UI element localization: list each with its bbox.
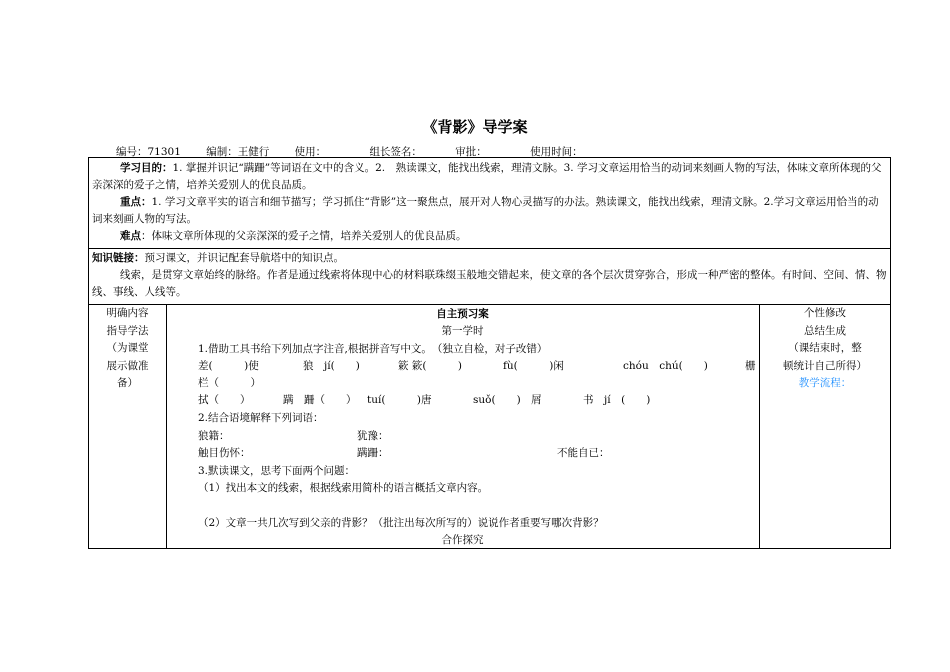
word-item: 犹豫： (357, 430, 389, 442)
period: 第一学时 (441, 325, 484, 337)
pinyin-item: tuí( )唐 (367, 394, 432, 406)
word-item: 不能自已： (557, 447, 610, 459)
col-divider-left (166, 304, 167, 549)
pinyin-item: 栏（ ） (198, 377, 261, 389)
left-line: （为课堂 (106, 342, 149, 354)
key-body: 1. 学习文章平实的语言和细节描写；学习抓住“背影”这一聚焦点，展开对人物心灵描写的办法。熟读课文，能找出线索，理清文脉。2.学习文章运用恰当的动词来刻画人物的写法。 (92, 196, 879, 225)
right-column (760, 305, 890, 393)
pinyin-item: 差( )使 (198, 360, 259, 372)
left-line: 明确内容 (106, 307, 149, 319)
goals-body: 1. 掌握并识记“蹒跚”等词语在文中的含义。2. 熟读课文，能找出线索，理清文脉。3. 学习文章运用恰当的动词来刻画人物的写法，体味文章所体现的父亲深深的爱子之情，培养关爱别人的优良品质。 (92, 162, 882, 191)
pinyin-item: fù( )闲 (503, 360, 564, 372)
use: 使用： (294, 146, 327, 158)
left-line: 指导学法 (106, 324, 149, 337)
left-line: 备） (117, 377, 138, 389)
use-time: 使用时间： (530, 146, 583, 158)
q1: 1.借助工具书给下列加点字注音,根据拼音写中文。 （独立自检，对子改错） (198, 343, 548, 355)
doc-number: 编号：71301 (116, 146, 181, 158)
right-line: 顿统计自己所得） (783, 359, 867, 372)
pinyin-item: 狼 jí( ) (303, 360, 360, 372)
key-label: 重点： (120, 196, 152, 208)
left-line: 展示做准 (106, 359, 149, 372)
goals-text (92, 160, 887, 245)
pinyin-item: suǒ( ) 屑 (473, 394, 542, 406)
pinyin-item: 簌 簌( ) (398, 360, 463, 372)
word-item: 狼籍： (198, 430, 230, 442)
right-line: （课结束时，整 (788, 342, 862, 354)
q3-2: （2）文章一共几次写到父亲的背影？（批注出每次所写的）说说作者重要写哪次背影？ (198, 517, 604, 529)
leader-sign: 组长签名： (369, 146, 422, 158)
page-title: 《背影》导学案 (422, 118, 528, 136)
right-line: 总结生成 (804, 324, 846, 337)
review: 审批： (455, 146, 487, 158)
right-line: 个性修改 (804, 307, 846, 319)
coop-heading: 合作探究 (441, 534, 484, 546)
middle-heading: 自主预习案 (436, 308, 489, 320)
pinyin-item: 蹒 跚（ ） (283, 394, 357, 406)
word-item: 触目伤怀： (198, 447, 251, 459)
word-item: 蹒跚： (357, 447, 389, 459)
pinyin-item: 栅 (745, 360, 756, 372)
teaching-flow: 教学流程： (798, 377, 852, 389)
knowledge-body2: 线索，是贯穿文章始终的脉络。作者是通过线索将体现中心的材料联珠缀玉般地交错起来，使文章的各个层次贯穿弥合，形成一种严密的整体。有时间、空间、情、物线、事线、人线等。 (92, 269, 887, 298)
q2: 2.结合语境解释下列词语： (198, 412, 324, 424)
knowledge-text (92, 250, 887, 301)
diff-label: 难点 (120, 230, 141, 242)
goals-label: 学习目的： (120, 162, 173, 174)
diff-body: ：体味文章所体现的父亲深深的爱子之情，培养关爱别人的优良品质。 (141, 230, 467, 242)
q3: 3.默读课文，思考下面两个问题： (198, 465, 356, 477)
pinyin-item: chóu chú( ) (623, 360, 708, 372)
knowledge-label: 知识链接： (92, 252, 145, 264)
left-column (89, 305, 166, 393)
pinyin-item: 书 jí ( ) (583, 394, 651, 406)
knowledge-body1: 预习课文，并识记配套导航塔中的知识点。 (144, 252, 344, 264)
editor: 编制：王健行 (206, 146, 270, 158)
pinyin-item: 拭（ ） (198, 394, 251, 406)
q3-1: （1）找出本文的线索，根据线索用简朴的语言概括文章内容。 (198, 482, 489, 494)
